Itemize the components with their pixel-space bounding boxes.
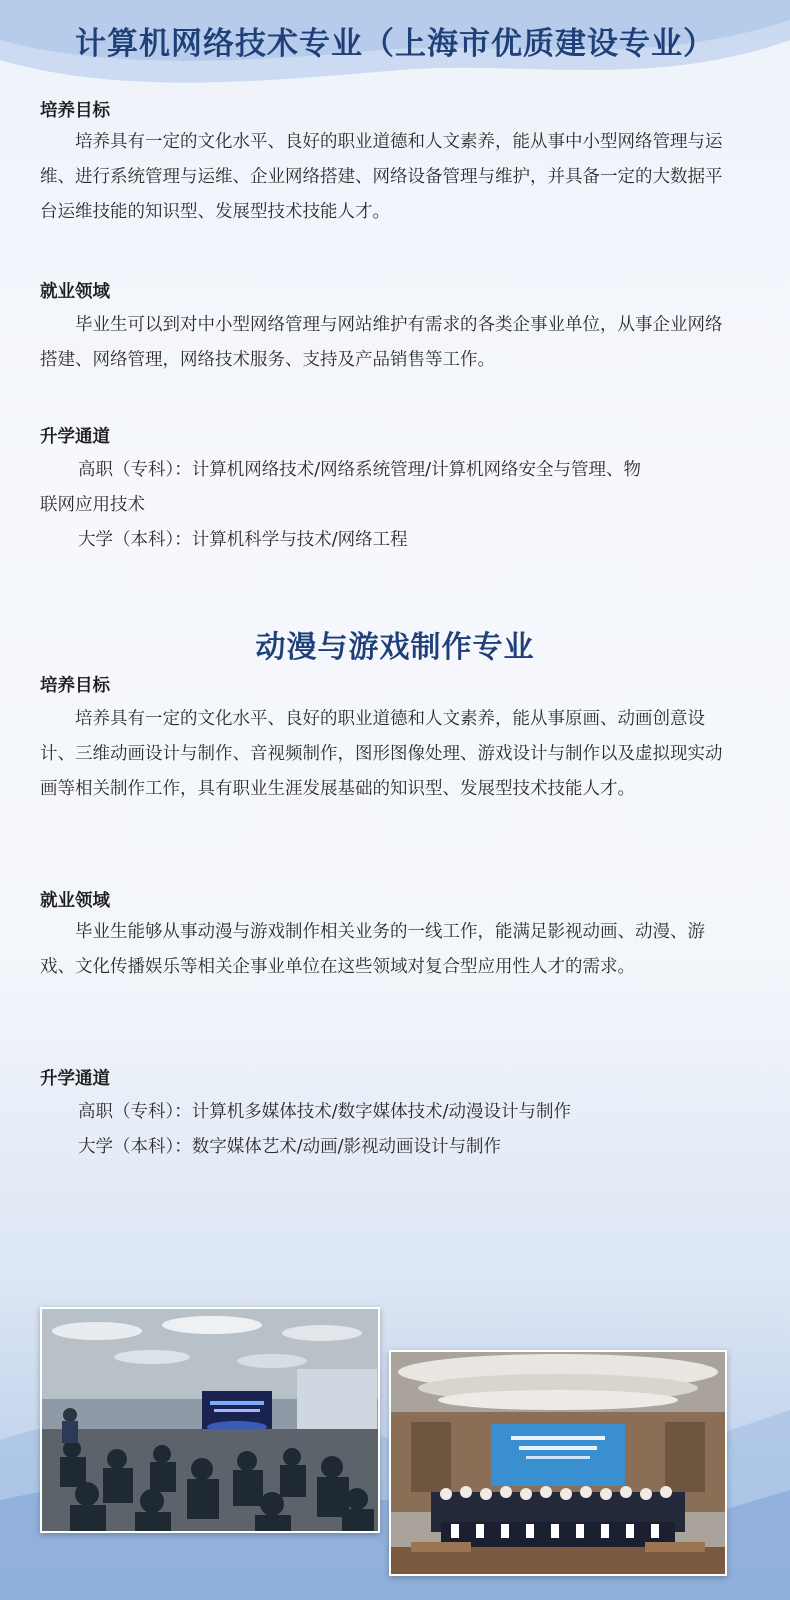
section1-goal-heading: 培养目标: [40, 101, 110, 121]
section1-path-line: 联网应用技术: [40, 495, 145, 515]
section2-title: 动漫与游戏制作专业: [255, 630, 535, 665]
classroom-lecture-photo: [40, 1307, 380, 1533]
section1-title: 计算机网络技术专业（上海市优质建设专业）: [75, 26, 715, 62]
section2-career-heading: 就业领域: [40, 891, 110, 911]
section2-career-text: 毕业生能够从事动漫与游戏制作相关业务的一线工作，能满足影视动画、动漫、游戏、文化传播娱乐等相关企事业单位在这些领域对复合型应用性人才的需求。: [40, 922, 705, 977]
section1-path-line: 大学（本科）：计算机科学与技术/网络工程: [78, 530, 408, 550]
section2-goal-heading: 培养目标: [40, 676, 110, 696]
section2-path-line: 大学（本科）：数字媒体艺术/动画/影视动画设计与制作: [78, 1137, 502, 1157]
section2-path-heading: 升学通道: [40, 1069, 110, 1089]
section2-path-line: 高职（专科）：计算机多媒体技术/数字媒体技术/动漫设计与制作: [78, 1102, 572, 1122]
section1-goal-text: 培养具有一定的文化水平、良好的职业道德和人文素养，能从事中小型网络管理与运维、进行系统管理与运维、企业网络搭建、网络设备管理与维护，并具备一定的大数据平台运维技能的知识型、发展型技术技能人才。: [40, 132, 723, 222]
section1-career-heading: 就业领域: [40, 282, 110, 302]
group-photo: [389, 1350, 727, 1576]
section1-path-line: 高职（专科）：计算机网络技术/网络系统管理/计算机网络安全与管理、物: [78, 460, 642, 480]
section1-path-heading: 升学通道: [40, 427, 110, 447]
section1-career-text: 毕业生可以到对中小型网络管理与网站维护有需求的各类企事业单位，从事企业网络搭建、网络管理，网络技术服务、支持及产品销售等工作。: [40, 315, 723, 370]
section2-goal-text: 培养具有一定的文化水平、良好的职业道德和人文素养，能从事原画、动画创意设计、三维动画设计与制作、音视频制作，图形图像处理、游戏设计与制作以及虚拟现实动画等相关制作工作，具有职业生涯发展基础的知识型、发展型技术技能人才。: [40, 709, 723, 799]
